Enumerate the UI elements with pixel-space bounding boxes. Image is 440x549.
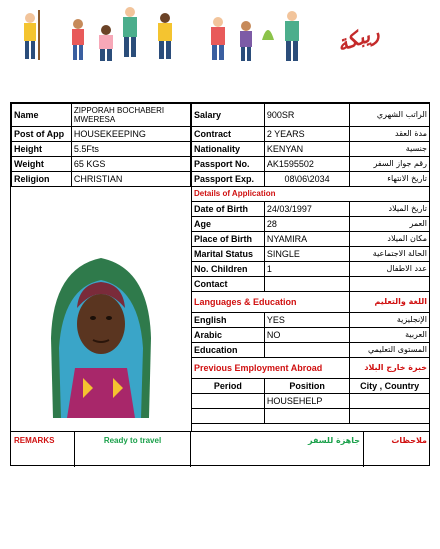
religion-label: Religion — [12, 172, 72, 187]
details-title: Details of Application — [192, 187, 430, 202]
height-value: 5.5Fts — [71, 142, 190, 157]
contact-label-ar — [350, 277, 430, 292]
section-row — [192, 187, 430, 202]
passport-no-value: AK1595502 — [264, 157, 349, 172]
passport-exp-value: 08\06\2034 — [264, 172, 349, 187]
lang-title-ar: اللغة والتعليم — [350, 292, 430, 313]
city-country-header: City , Country — [350, 379, 430, 394]
table-row — [192, 157, 430, 172]
salary-label: Salary — [192, 104, 265, 127]
post-value: HOUSEKEEPING — [71, 127, 190, 142]
english-label: English — [192, 313, 265, 328]
table-row — [12, 172, 191, 187]
contract-label: Contract — [192, 127, 265, 142]
dob-value: 24/03/1997 — [264, 202, 349, 217]
age-label: Age — [192, 217, 265, 232]
prev-city-country — [350, 409, 430, 424]
education-label: Education — [192, 343, 265, 358]
children-value: 1 — [264, 262, 349, 277]
personal-info-table — [11, 103, 191, 187]
logo-text: ريبكة — [333, 19, 383, 57]
table-row — [192, 328, 430, 343]
table-row — [12, 142, 191, 157]
table-row — [192, 202, 430, 217]
contract-value: 2 YEARS — [264, 127, 349, 142]
application-sheet — [10, 102, 430, 466]
section-row — [192, 292, 430, 313]
section-row — [192, 358, 430, 379]
children-label: No. Children — [192, 262, 265, 277]
weight-value: 65 KGS — [71, 157, 190, 172]
salary-value: 900SR — [264, 104, 349, 127]
name-value: ZIPPORAH BOCHABERI MWERESA — [71, 104, 190, 127]
children-label-ar: عدد الاطفال — [350, 262, 430, 277]
table-row — [192, 172, 430, 187]
prev-position — [264, 409, 349, 424]
table-row — [192, 217, 430, 232]
remarks-label: REMARKS — [11, 432, 75, 467]
ready-to-travel: Ready to travel — [75, 432, 191, 467]
table-row — [192, 247, 430, 262]
table-row — [192, 232, 430, 247]
education-label-ar: المستوى التعليمي — [350, 343, 430, 358]
nationality-label-ar: جنسية — [350, 142, 430, 157]
religion-value: CHRISTIAN — [71, 172, 190, 187]
arabic-label: Arabic — [192, 328, 265, 343]
contract-label-ar: مدة العقد — [350, 127, 430, 142]
age-value: 28 — [264, 217, 349, 232]
marital-label-ar: الحالة الاجتماعية — [350, 247, 430, 262]
table-row — [12, 104, 191, 127]
table-row — [192, 343, 430, 358]
english-label-ar: الإنجليزية — [350, 313, 430, 328]
table-header-row — [192, 379, 430, 394]
contact-label: Contact — [192, 277, 265, 292]
marital-value: SINGLE — [264, 247, 349, 262]
prev-period — [192, 409, 265, 424]
passport-exp-label: Passport Exp. — [192, 172, 265, 187]
prev-position: HOUSEHELP — [264, 394, 349, 409]
post-label: Post of App — [12, 127, 72, 142]
table-row — [12, 157, 191, 172]
english-value: YES — [264, 313, 349, 328]
arabic-label-ar: العربية — [350, 328, 430, 343]
company-logo — [328, 20, 388, 64]
prev-employment-title: Previous Employment Abroad — [192, 358, 350, 379]
nationality-label: Nationality — [192, 142, 265, 157]
pob-label: Place of Birth — [192, 232, 265, 247]
table-row — [192, 127, 430, 142]
contact-value — [264, 277, 349, 292]
prev-employment-title-ar: خبرة خارج البلاد — [350, 358, 430, 379]
salary-label-ar: الراتب الشهري — [350, 104, 430, 127]
height-label: Height — [12, 142, 72, 157]
prev-period — [192, 394, 265, 409]
remarks-label-ar: ملاحظات — [391, 436, 427, 445]
marital-label: Marital Status — [192, 247, 265, 262]
table-row — [12, 127, 191, 142]
name-label: Name — [12, 104, 72, 127]
dob-label: Date of Birth — [192, 202, 265, 217]
nationality-value: KENYAN — [264, 142, 349, 157]
age-label-ar: العمر — [350, 217, 430, 232]
education-value — [264, 343, 349, 358]
position-header: Position — [264, 379, 349, 394]
period-header: Period — [192, 379, 265, 394]
pob-value: NYAMIRA — [264, 232, 349, 247]
photo-area — [11, 188, 192, 431]
table-row — [192, 142, 430, 157]
ready-to-travel-ar: جاهزة للسفر — [191, 432, 364, 467]
passport-no-label-ar: رقم جواز السفر — [350, 157, 430, 172]
prev-city-country — [350, 394, 430, 409]
weight-label: Weight — [12, 157, 72, 172]
applicant-photo — [23, 228, 179, 418]
remarks-row — [11, 431, 430, 467]
dob-label-ar: تاريخ الميلاد — [350, 202, 430, 217]
table-row — [192, 313, 430, 328]
pob-label-ar: مكان الميلاد — [350, 232, 430, 247]
lang-title: Languages & Education — [192, 292, 350, 313]
arabic-value: NO — [264, 328, 349, 343]
table-row — [192, 277, 430, 292]
table-row — [192, 409, 430, 424]
table-row — [192, 394, 430, 409]
passport-no-label: Passport No. — [192, 157, 265, 172]
application-details-table — [191, 103, 430, 424]
passport-exp-label-ar: تاريخ الانتهاء — [350, 172, 430, 187]
table-row — [192, 104, 430, 127]
table-row — [192, 262, 430, 277]
